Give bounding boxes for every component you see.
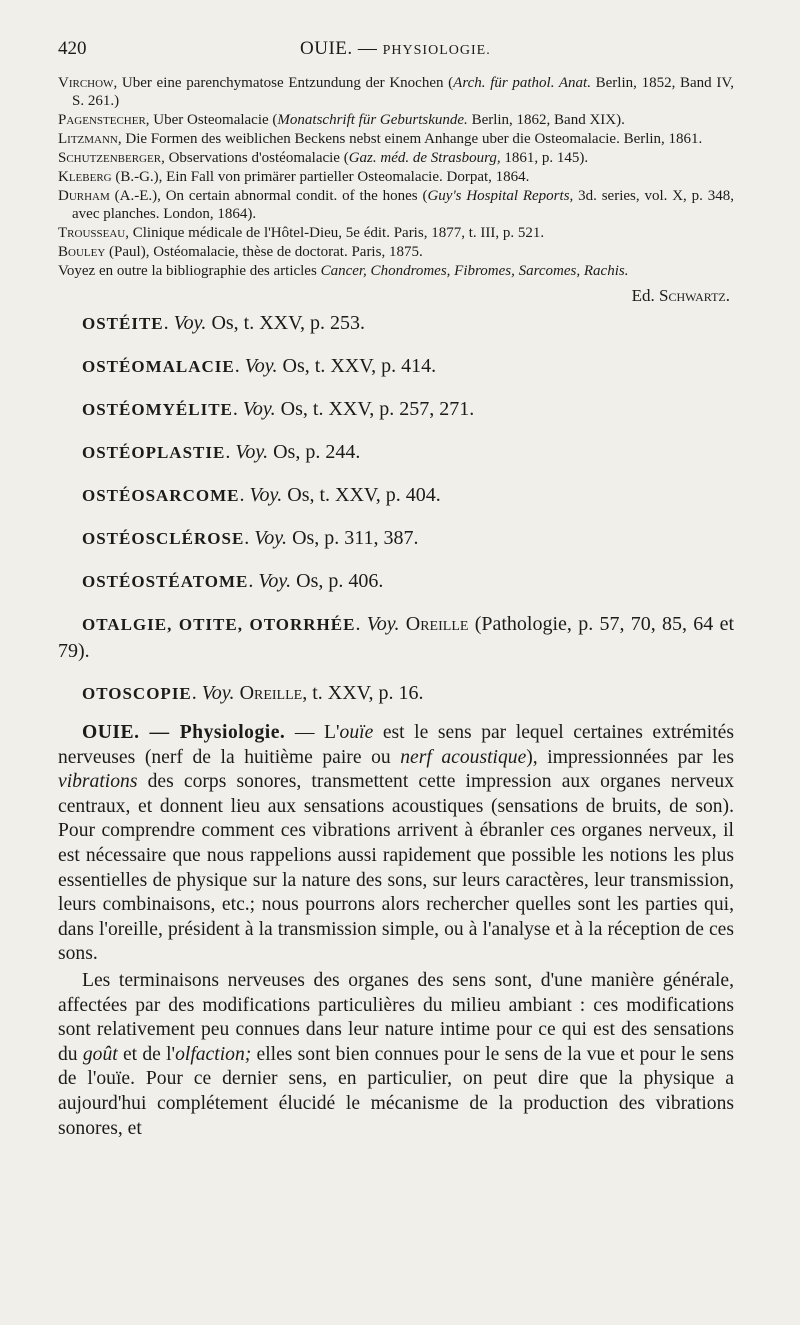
bib-text-end: Berlin, 1862, Band XIX).	[467, 112, 625, 128]
running-title-main: OUIE.	[300, 38, 353, 59]
para-text: est le sens par lequel certaines extrémités nerveuses (nerf de la huitième paire ou	[58, 722, 735, 768]
bib-author: Trousseau	[58, 225, 126, 241]
entry-headword: OSTÉOMALACIE	[82, 357, 235, 376]
entry-voy: Voy.	[254, 527, 288, 549]
entry-separator: .	[232, 398, 243, 420]
bibliography-entry	[58, 149, 734, 167]
para-text: des corps sonores, transmettent cette impression aux organes nerveux centraux, et donnent lieu aux sensations acoustiques (sensations de bruits, de son). Pour comprendre comment ces vibrations arrivent à ébranler ces organes nerveux, il est nécessaire que nous rappelions aussi rapidement que possible les notions les plus essentielles de physique sur la nature des sons, sur leurs caractères, leur transmission, leurs combinaisons, etc.; nous pourrons alors rechercher quelles sont les parties qui, dans l'oreille, président à la transmission simple, ou à l'analyse et à la réception de ces sons.	[58, 771, 734, 965]
cross-reference-entry	[82, 482, 734, 509]
article-paragraph-1	[58, 721, 734, 967]
page-number: 420	[58, 38, 87, 59]
cross-reference-entry	[82, 525, 734, 552]
signature-prefix: Ed.	[631, 286, 660, 305]
article-headword: OUIE. — Physiologie.	[82, 722, 286, 743]
entry-separator: .	[244, 527, 255, 549]
bibliography	[58, 74, 734, 280]
para-text: ), impressionnées par les	[526, 746, 734, 768]
entry-headword: OSTÉOSARCOME	[82, 486, 240, 505]
cross-reference-entry	[82, 396, 734, 423]
para-italic: vibrations	[58, 771, 138, 793]
entry-reference: Os, p. 406.	[291, 570, 384, 592]
bib-author: Bouley	[58, 244, 106, 260]
bibliography-entry	[58, 243, 734, 261]
entry-reference: Os, t. XXV, p. 414.	[277, 355, 437, 377]
running-title-dash: —	[352, 38, 383, 59]
entry-headword: OSTÉOSCLÉROSE	[82, 529, 245, 548]
entry-separator: .	[239, 484, 250, 506]
bib-italic: Guy's Hospital Reports,	[427, 188, 574, 204]
bibliography-entry	[58, 111, 734, 129]
entry-voy: Voy.	[244, 355, 278, 377]
entry-reference: Os, p. 311, 387.	[287, 527, 419, 549]
cross-reference-entry-otoscopie	[82, 680, 734, 707]
article-paragraph-2	[58, 969, 734, 1141]
bib-text: , Uber Osteomalacie (	[145, 112, 278, 128]
cross-reference-entry-otalgie	[58, 611, 734, 664]
entry-headword: OTOSCOPIE	[82, 684, 192, 703]
article-ouie	[58, 721, 734, 1141]
entry-separator: .	[225, 441, 236, 463]
bib-text-end: 3d. series, vol. X, p. 348, avec planches. London, 1864).	[72, 188, 734, 222]
cross-reference-entry	[82, 439, 734, 466]
bib-italic: Cancer, Chondromes, Fibromes, Sarcomes, Rachis.	[320, 263, 629, 279]
para-text: — L'	[285, 722, 340, 743]
running-header	[58, 38, 734, 62]
bib-italic: Arch. für pathol. Anat.	[453, 75, 591, 91]
bib-text: (Paul), Ostéomalacie, thèse de doctorat. Paris, 1875.	[105, 244, 423, 260]
entry-separator: .	[234, 355, 245, 377]
cross-reference-entry	[82, 353, 734, 380]
bib-author: Litzmann	[58, 131, 118, 147]
entry-headword: OSTÉOMYÉLITE	[82, 400, 233, 419]
para-italic: ouïe	[339, 722, 374, 743]
entry-headword: OSTÉOSTÉATOME	[82, 572, 249, 591]
entry-reference-word: Oreille	[399, 613, 469, 635]
entry-reference: Os, t. XXV, p. 253.	[206, 312, 365, 334]
entry-separator: .	[163, 312, 174, 334]
para-italic: nerf acoustique	[400, 746, 527, 768]
cross-reference-entry	[82, 568, 734, 595]
entry-voy: Voy.	[242, 398, 276, 420]
bib-author: Schutzenberger	[58, 150, 162, 166]
entry-separator: .	[355, 613, 367, 635]
entry-headword: OTALGIE, OTITE, OTORRHÉE	[82, 615, 356, 634]
entry-separator: .	[248, 570, 259, 592]
para-italic: olfaction;	[175, 1043, 252, 1065]
bib-text-end: 1861, p. 145).	[500, 150, 589, 166]
entry-voy: Voy.	[366, 613, 400, 635]
bib-italic: Gaz. méd. de Strasbourg,	[348, 150, 501, 166]
entry-reference: Os, t. XXV, p. 257, 271.	[275, 398, 475, 420]
bib-italic: Monatschrift für Geburtskunde.	[277, 112, 468, 128]
bib-text: , Clinique médicale de l'Hôtel-Dieu, 5e édit. Paris, 1877, t. III, p. 521.	[125, 225, 545, 241]
cross-reference-entry	[82, 310, 734, 337]
entry-separator: .	[191, 682, 202, 704]
bib-text: (B.-G.), Ein Fall von primärer partieller Osteomalacie. Dorpat, 1864.	[111, 169, 530, 185]
bib-text: , Die Formen des weiblichen Beckens nebst einem Anhange uber die Osteomalacie. Berlin, 1861.	[117, 131, 703, 147]
bib-author: Durham	[58, 188, 110, 204]
para-text: Les terminaisons nerveuses des organes des sens sont, d'une manière générale, affectées par des modifications particulières du milieu ambiant : ces modifications sont relativement peu connues dans leur nature intime pour ce qui est des sensations du	[58, 969, 734, 1065]
entry-reference: (Pathologie, p. 57, 70, 85, 64 et 79).	[58, 613, 735, 662]
bibliography-entry	[58, 224, 734, 242]
bib-text: (A.-E.), On certain abnormal condit. of the hones (	[109, 188, 428, 204]
bib-author: Kleberg	[58, 169, 112, 185]
entry-reference-word: Oreille	[234, 682, 303, 704]
bibliography-entry	[58, 262, 734, 280]
entry-reference: Os, p. 244.	[268, 441, 361, 463]
entry-voy: Voy.	[173, 312, 207, 334]
entry-voy: Voy.	[258, 570, 292, 592]
author-signature	[58, 286, 730, 306]
running-title-sub: PHYSIOLOGIE.	[382, 43, 491, 58]
entry-voy: Voy.	[201, 682, 235, 704]
bibliography-entry	[58, 74, 734, 110]
bibliography-entry	[58, 168, 734, 186]
bib-text: Voyez en outre la bibliographie des articles	[58, 263, 321, 279]
para-text: elles sont bien connues pour le sens de la vue et pour le sens de l'ouïe. Pour ce dernier sens, en particulier, on peut dire que la physique a aujourd'hui complétement élucidé le mécanisme de la production des vibrations sonores, et	[58, 1043, 734, 1139]
para-italic: goût	[82, 1043, 118, 1065]
running-title	[300, 38, 491, 60]
entry-reference: Os, t. XXV, p. 404.	[282, 484, 441, 506]
entry-reference: , t. XXV, p. 16.	[302, 682, 424, 704]
para-text: et de l'	[117, 1043, 176, 1065]
entry-voy: Voy.	[235, 441, 269, 463]
page	[58, 38, 734, 1141]
bib-text: , Observations d'ostéomalacie (	[161, 150, 349, 166]
bibliography-entry	[58, 130, 734, 148]
bib-author: Virchow	[58, 75, 114, 91]
bib-text-end: Berlin, 1852, Band IV, S. 261.)	[72, 75, 734, 109]
signature-name: Schwartz.	[659, 286, 730, 305]
bib-author: Pagenstecher	[58, 112, 146, 128]
bib-text: , Uber eine parenchymatose Entzundung der Knochen (	[113, 75, 454, 91]
entry-voy: Voy.	[249, 484, 283, 506]
bibliography-entry	[58, 187, 734, 223]
entry-headword: OSTÉITE	[82, 314, 164, 333]
entry-headword: OSTÉOPLASTIE	[82, 443, 226, 462]
